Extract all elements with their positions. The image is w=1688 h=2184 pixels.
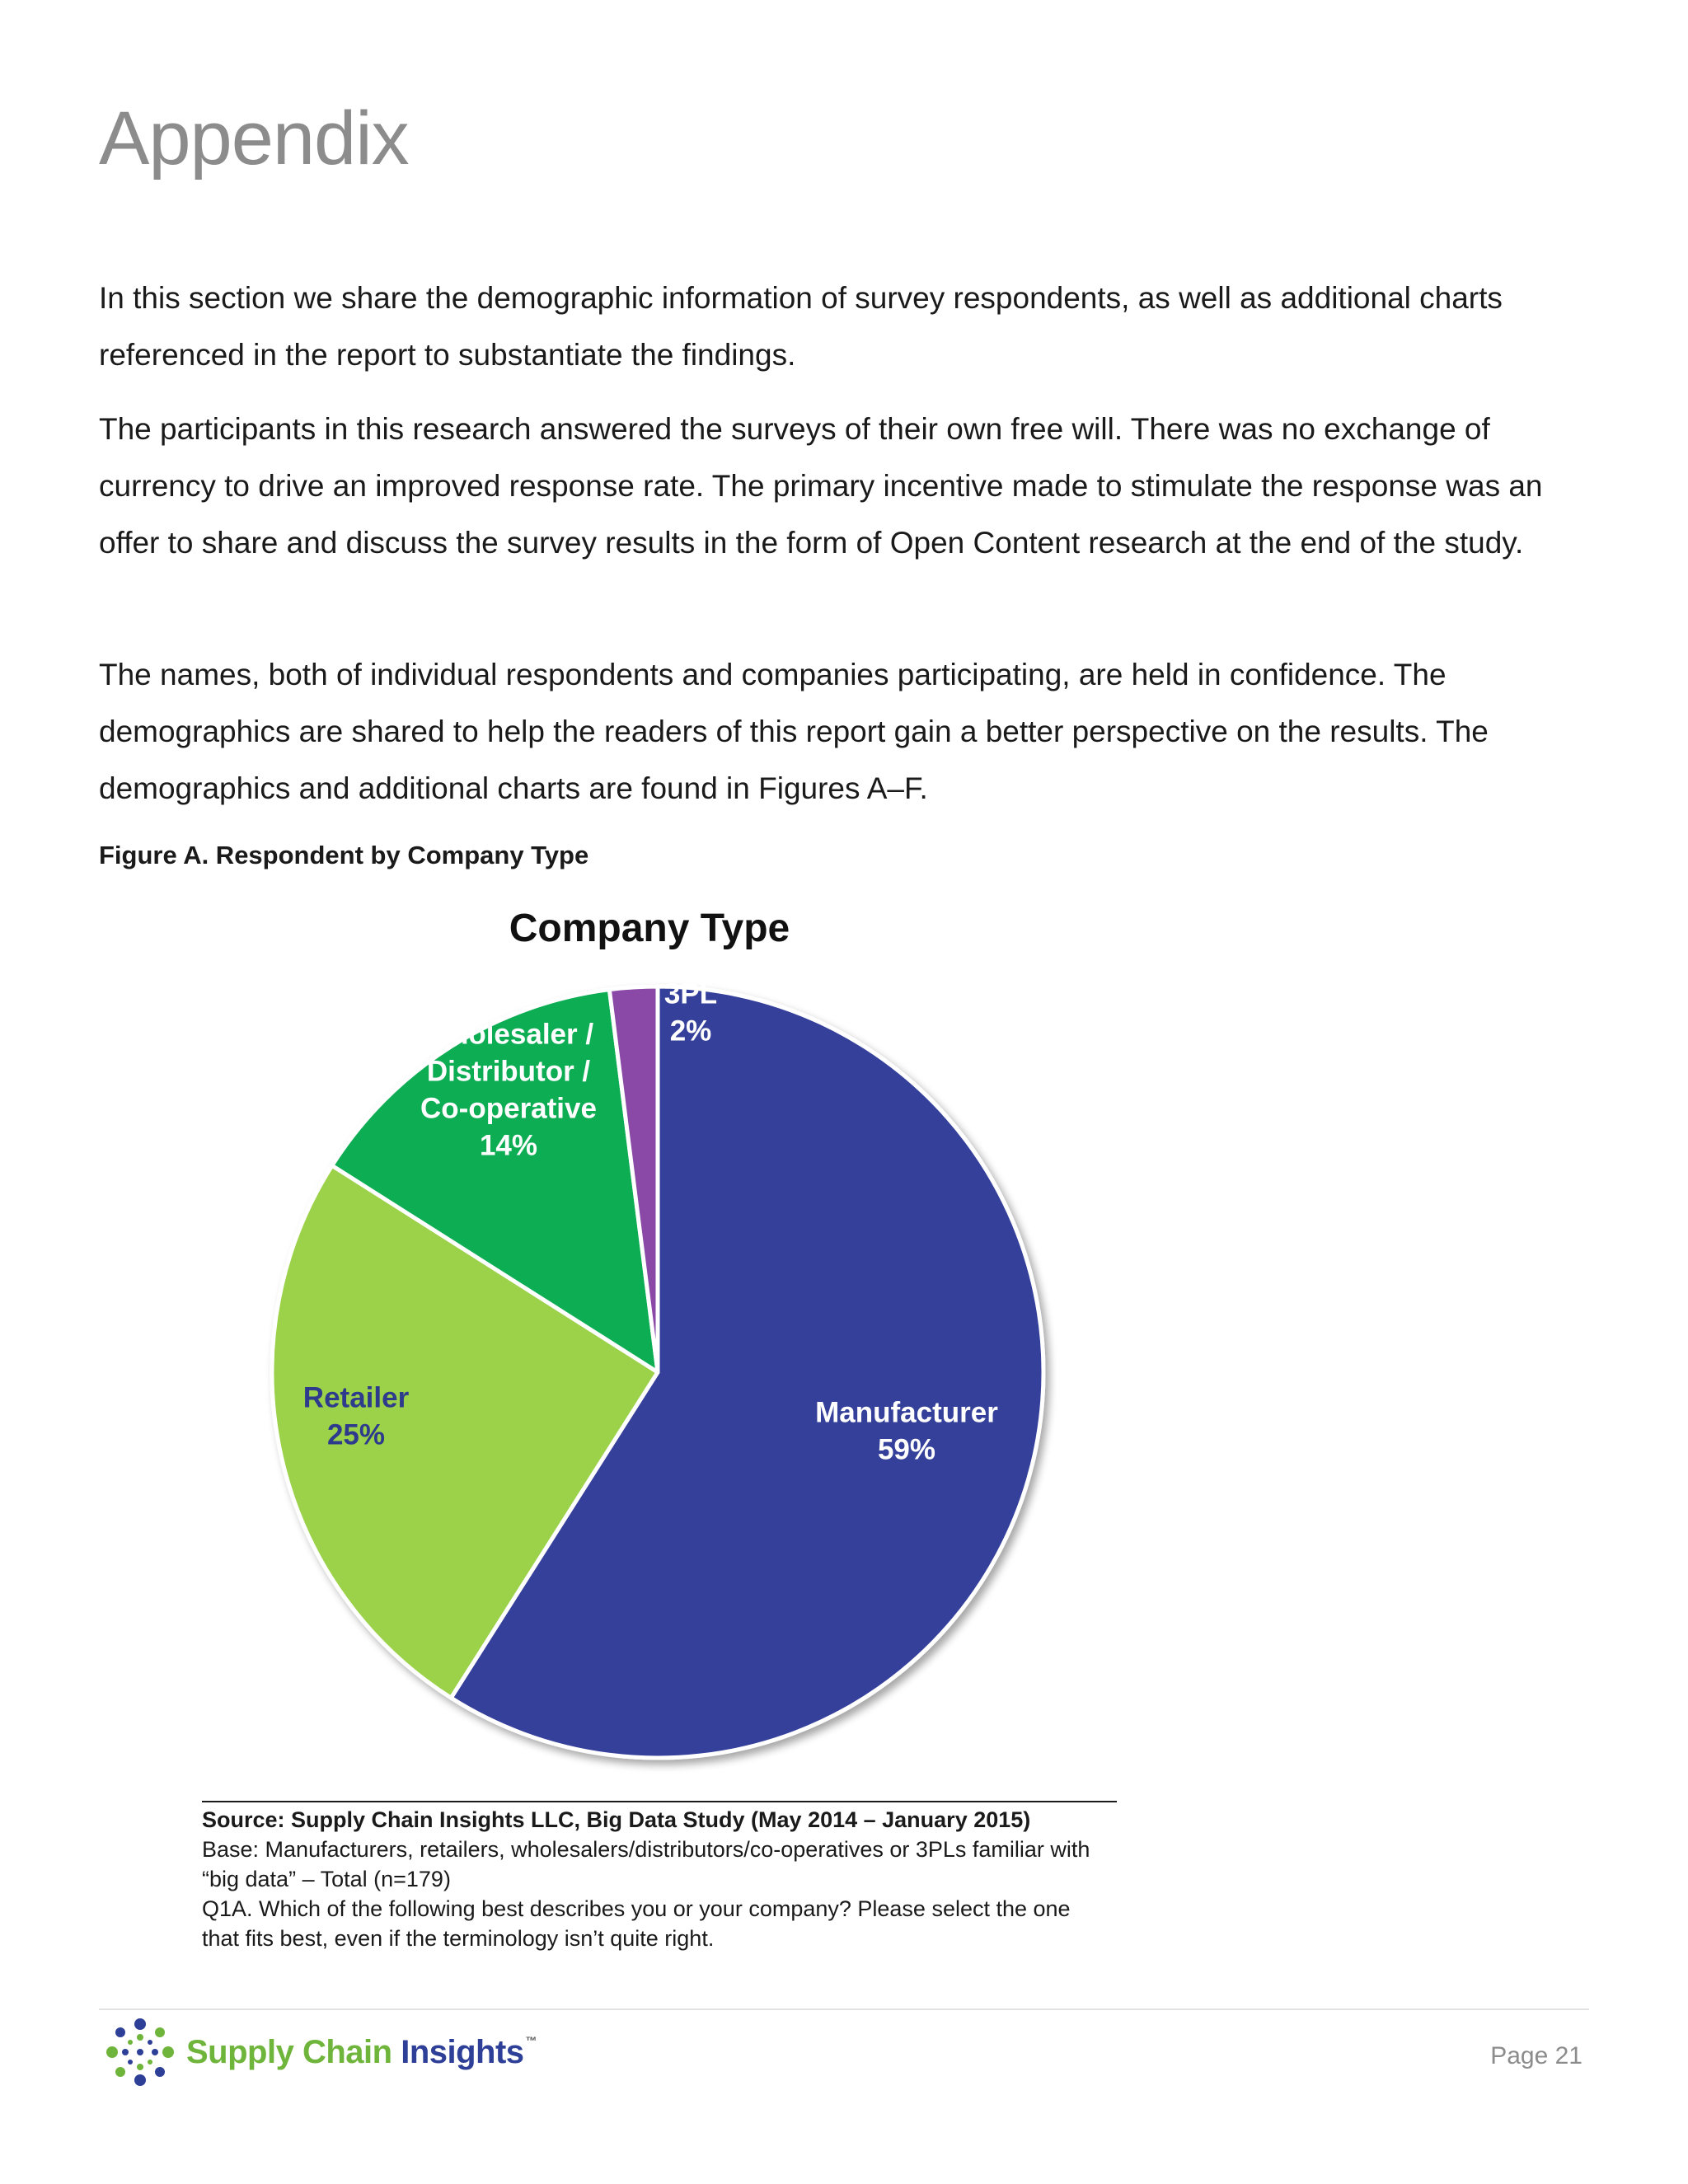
- logo-word-2: Insights: [401, 2033, 524, 2070]
- data-label-line: Co-operative: [420, 1092, 597, 1125]
- figure-caption: Figure A. Respondent by Company Type: [99, 841, 589, 869]
- question-line: Q1A. Which of the following best describes you or your company? Please select the one: [202, 1896, 1071, 1921]
- logo-wordmark: [186, 2034, 537, 2071]
- base-line-cont: “big data” – Total (n=179): [202, 1867, 451, 1891]
- company-logo: [106, 2015, 537, 2089]
- data-label-line: 3PL: [663, 977, 718, 1010]
- base-line: Base: Manufacturers, retailers, wholesalers/distributors/co-operatives or 3PLs familiar with: [202, 1837, 1090, 1862]
- intro-paragraph-3: The names, both of individual respondents and companies participating, are held in confidence. The demographics are shared to help the readers of this report gain a better perspective on the results. The demographics and additional charts are found in Figures A–F.: [99, 658, 1489, 805]
- source-line: Source: Supply Chain Insights LLC, Big Data Study (May 2014 – January 2015): [202, 1807, 1031, 1832]
- data-label-line: 14%: [479, 1129, 538, 1162]
- data-label-line: 25%: [326, 1418, 386, 1451]
- page-title: Appendix: [99, 96, 409, 180]
- data-label-line: Wholesaler /: [423, 1018, 594, 1051]
- data-label-line: 59%: [877, 1433, 936, 1466]
- question-line-cont: that fits best, even if the terminology isn’t quite right.: [202, 1926, 715, 1951]
- intro-paragraph-1: In this section we share the demographic information of survey respondents, as well as additional charts referenced in the report to substantiate the findings.: [99, 281, 1503, 372]
- dot-cluster-icon: [106, 2018, 175, 2087]
- data-label-line: Manufacturer: [815, 1396, 998, 1429]
- source-notes: [202, 1797, 1191, 1953]
- intro-paragraph-2: The participants in this research answered the surveys of their own free will. There was no exchange of currency to drive an improved response rate. The primary incentive made to stimulate the response was an offer to share and discuss the survey results in the form of Open Content research at the end of the study.: [99, 412, 1543, 560]
- chart-title: Company Type: [509, 907, 790, 950]
- page-number: Page 21: [1490, 2042, 1582, 2069]
- data-label-line: Distributor /: [426, 1055, 591, 1088]
- footer-divider: [99, 2008, 1589, 2010]
- data-label-line: Retailer: [302, 1381, 410, 1414]
- logo-word-1: Supply Chain: [186, 2033, 392, 2070]
- data-label-line: 2%: [669, 1015, 712, 1047]
- logo-trademark: ™: [525, 2033, 537, 2047]
